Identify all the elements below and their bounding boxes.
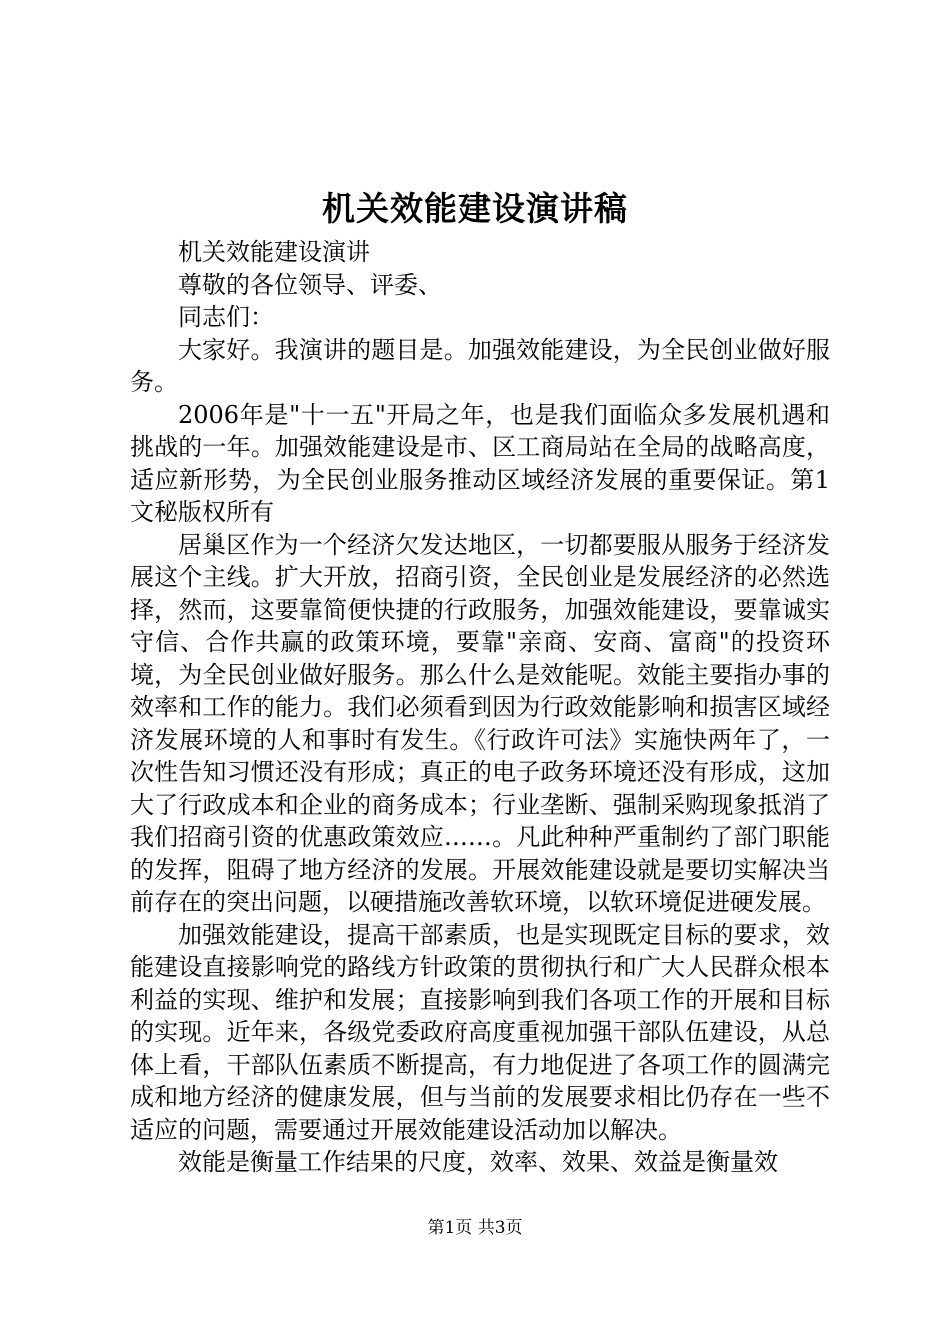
paragraph-body: 居巢区作为一个经济欠发达地区，一切都要服从服务于经济发展这个主线。扩大开放，招商引资，全民创业是发展经济的必然选择，然而，这要靠简便快捷的行政服务，加强效能建设，要靠诚实守信、合作共赢的政策环境，要靠"亲商、安商、富商"的投资环境，为全民创业做好服务。那么什么是效能呢。效能主要指办事的效率和工作的能力。我们必须看到因为行政效能影响和损害区域经济发展环境的人和事时有发生。《行政许可法》实施快两年了，一次性告知习惯还没有形成；真正的电子政务环境还没有形成，这加大了行政成本和企业的商务成本；行业垄断、强制采购现象抵消了我们招商引资的优惠政策效应……。凡此种种严重制约了部门职能的发挥，阻碍了地方经济的发展。开展效能建设就是要切实解决当前存在的突出问题，以硬措施改善软环境，以软环境促进硬发展。 — [130, 530, 830, 916]
paragraph-salutation-2: 同志们： — [178, 303, 274, 331]
paragraph-body: 2006年是"十一五"开局之年，也是我们面临众多发展机遇和挑战的一年。加强效能建设是市、区工商局站在全局的战略高度，适应新形势，为全民创业服务推动区域经济发展的重要保证。第1文秘版权所有 — [130, 400, 830, 526]
paragraph-heading: 机关效能建设演讲 — [178, 238, 370, 266]
page-number-footer: 第1页 共3页 — [427, 1218, 523, 1238]
paragraph-salutation: 尊敬的各位领导、评委、 — [178, 270, 442, 299]
paragraph-greeting: 大家好。我演讲的题目是。加强效能建设，为全民创业做好服务。 — [130, 335, 830, 396]
paragraph-body: 效能是衡量工作结果的尺度，效率、效果、效益是衡量效 — [178, 1148, 778, 1176]
paragraph-body: 加强效能建设，提高干部素质，也是实现既定目标的要求，效能建设直接影响党的路线方针政策的贯彻执行和广大人民群众根本利益的实现、维护和发展；直接影响到我们各项工作的开展和目标的实现。近年来，各级党委政府高度重视加强干部队伍建设，从总体上看，干部队伍素质不断提高，有力地促进了各项工作的圆满完成和地方经济的健康发展，但与当前的发展要求相比仍存在一些不适应的问题，需要通过开展效能建设活动加以解决。 — [130, 920, 830, 1144]
document-body — [130, 236, 830, 1179]
document-title: 机关效能建设演讲稿 — [322, 189, 628, 228]
